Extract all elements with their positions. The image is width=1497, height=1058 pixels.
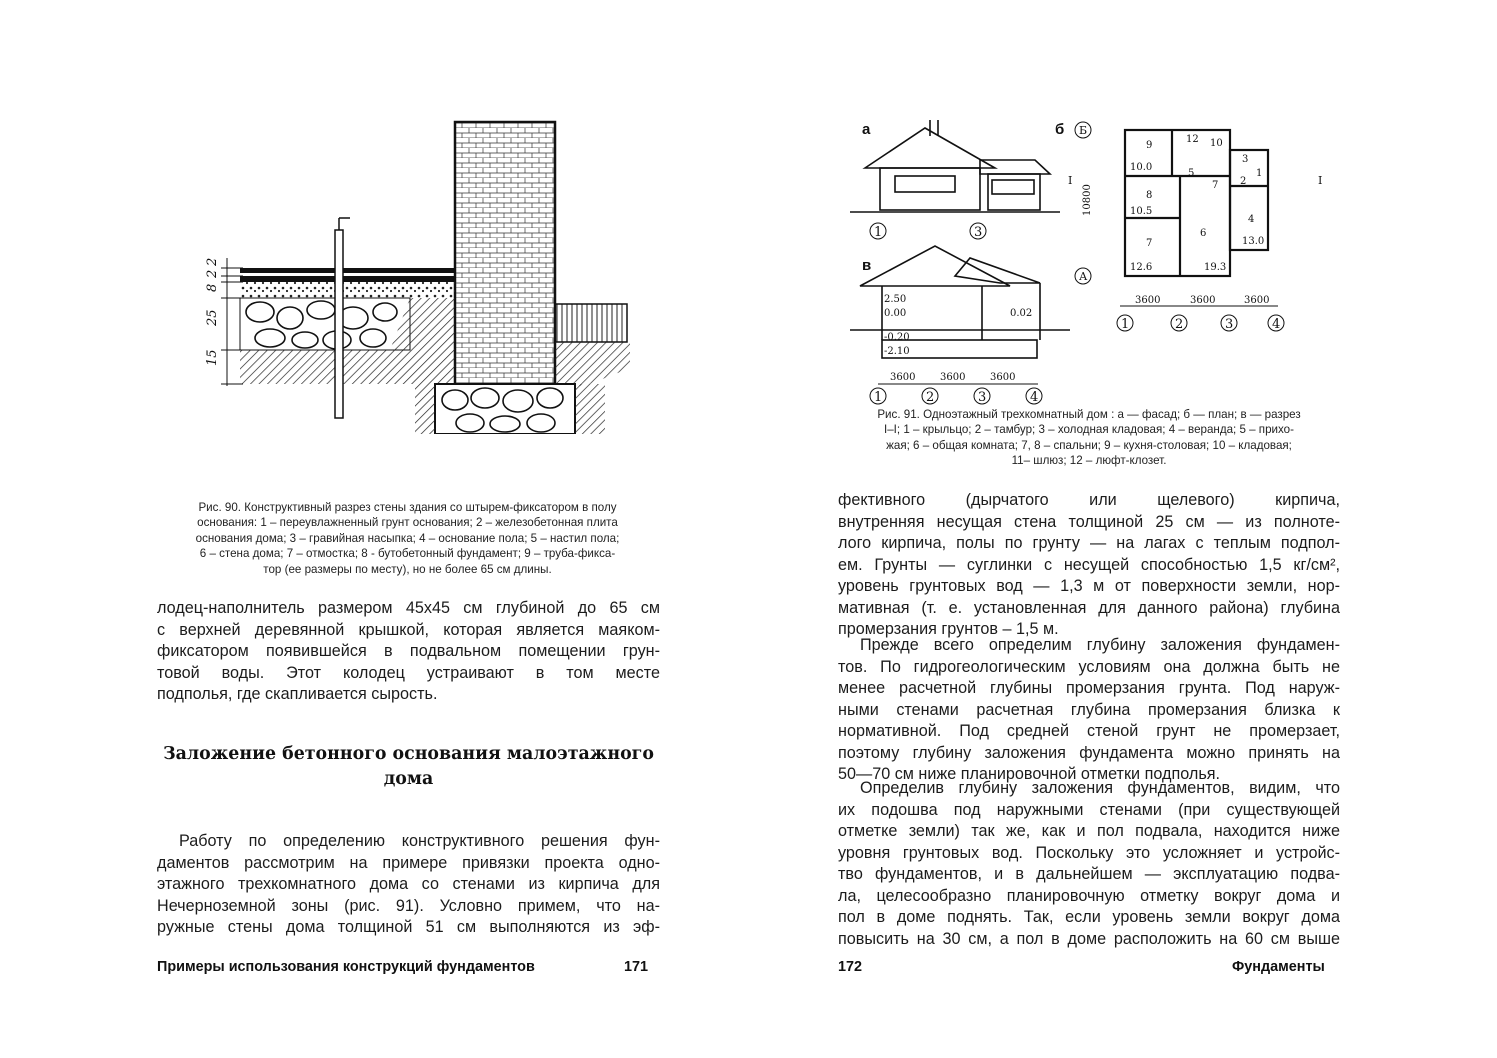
room-2: 2 — [1240, 176, 1247, 187]
room-9: 9 — [1146, 140, 1153, 151]
text-line: промерзания грунтов – 1,5 м. — [838, 620, 1059, 638]
text-line: тво фундаментов, и в дальнейшем — эксплуатацию подва- — [838, 865, 1340, 883]
section-drawing — [850, 246, 1070, 358]
level-2-50: 2.50 — [884, 294, 907, 305]
section-marker-left: I — [1068, 174, 1073, 187]
text-line: подполья, где скапливается сырость. — [157, 685, 438, 703]
text-line: повысить на 30 см, а пол в доме расположить на 60 см выше — [838, 929, 1340, 948]
section-axis-2: 2 — [926, 390, 935, 405]
section-heading — [157, 742, 660, 792]
label-v: в — [862, 257, 872, 274]
room-6: 6 — [1200, 228, 1207, 239]
caption-line: 6 – стена дома; 7 – отмостка; 8 - бутобетонный фундамент; 9 – труба-фикса- — [199, 547, 616, 561]
plan-walls — [1125, 130, 1268, 276]
section-axis-4: 4 — [1030, 390, 1039, 405]
dim-label-4: 25 — [205, 309, 220, 326]
text-line: внутренняя несущая стена толщиной 25 см — из полноте- — [838, 512, 1340, 531]
dim-label-5: 15 — [205, 349, 220, 366]
dim-label-3: 8 — [205, 283, 220, 292]
area-12-6: 12.6 — [1130, 262, 1153, 273]
facade-axis-1: 1 — [874, 225, 883, 240]
text-line: мативная (т. е. установленная для данного района) глубина — [838, 598, 1340, 617]
section-axis-1: 1 — [874, 390, 883, 405]
left-page — [0, 0, 748, 1058]
axis-letter-a: А — [1079, 270, 1088, 283]
section-axis-3: 3 — [978, 390, 987, 405]
text-line: уровень грунтовых вод — 1,3 м от поверхности земли, нор- — [838, 577, 1340, 595]
text-line: пол в доме поднять. Так, если уровень земли вокруг дома — [838, 908, 1340, 926]
figure-91-caption — [838, 407, 1340, 469]
plan-dim-1: 3600 — [1135, 295, 1161, 306]
room-5: 5 — [1188, 168, 1195, 179]
plan-axis-3: 3 — [1225, 317, 1234, 332]
section-dim-2: 3600 — [940, 372, 966, 383]
caption-line: тор (ее размеры по месту), но не более 65 см длины. — [263, 562, 552, 576]
text-line: лого кирпича, полы по грунту — на лагах с теплым подпол- — [838, 534, 1340, 552]
section-dim-1: 3600 — [890, 372, 916, 383]
wall-section-drawing — [185, 118, 630, 434]
caption-line: основания: 1 – переувлажненный грунт основания; 2 – железобетонная плита — [197, 516, 618, 530]
right-paragraph-2 — [838, 635, 1340, 786]
figure-90-wall-section — [185, 118, 630, 434]
caption-line: Рис. 90. Конструктивный разрез стены здания со штырем-фиксатором в полу — [198, 501, 617, 514]
text-line: нормативной. Под средней стеной грунт не промерзает, — [838, 722, 1340, 740]
room-8: 8 — [1146, 190, 1153, 201]
running-footer-title: Примеры использования конструкций фундаментов — [157, 959, 535, 975]
section-marker-right: I — [1318, 174, 1323, 187]
page-number: 171 — [624, 959, 649, 975]
room-7: 7 — [1146, 238, 1153, 249]
level-0-00: 0.00 — [884, 308, 907, 319]
running-footer-title: Фундаменты — [1232, 959, 1325, 975]
text-line: Работу по определению конструктивного решения фун- — [179, 832, 660, 850]
text-line: ными стенами расчетная глубина промерзания близка к — [838, 700, 1340, 719]
heading-line: Заложение бетонного основания малоэтажного — [163, 744, 654, 764]
section-dim-3: 3600 — [990, 372, 1016, 383]
text-line: Прежде всего определим глубину заложения фундамен- — [860, 636, 1340, 654]
right-paragraph-3 — [838, 778, 1340, 950]
dim-label-1: 2 — [205, 257, 220, 266]
text-line: Нечерноземной зоны (рис. 91). Условно примем, что на- — [157, 896, 660, 915]
heading-line: дома — [383, 769, 434, 789]
page-number: 172 — [838, 959, 863, 975]
text-line: Определив глубину заложения фундаментов, видим, что — [860, 779, 1340, 797]
area-10-0: 10.0 — [1130, 162, 1153, 173]
text-line: 50—70 см ниже планировочной отметки подполья. — [838, 765, 1221, 783]
caption-line: жая; 6 – общая комната; 7, 8 – спальни; 9 – кухня-столовая; 10 – кладовая; — [886, 438, 1292, 452]
text-line: ла, целесообразно планировочную отметку вокруг дома и — [838, 886, 1340, 905]
caption-line: Рис. 91. Одноэтажный трехкомнатный дом : а — фасад; б — план; в — разрез — [877, 408, 1301, 421]
plan-axis-1: 1 — [1121, 317, 1130, 332]
axis-letter-b: Б — [1079, 124, 1088, 137]
text-line: фективного (дырчатого или щелевого) кирпича, — [838, 491, 1340, 509]
area-19-3: 19.3 — [1204, 262, 1227, 273]
plan-dim-3: 3600 — [1244, 295, 1270, 306]
level-0-02: 0.02 — [1010, 308, 1033, 319]
left-paragraph-1 — [157, 598, 660, 706]
facade-axis-3: 3 — [974, 225, 983, 240]
level-minus-0-20: -0.20 — [884, 332, 910, 343]
room-3: 3 — [1242, 154, 1249, 165]
house-drawings — [850, 118, 1340, 406]
text-line: ружные стены дома толщиной 51 см выполняются из эф- — [157, 918, 660, 936]
room-7-small: 7 — [1212, 180, 1219, 191]
room-10: 10 — [1210, 138, 1223, 149]
level-minus-2-10: -2.10 — [884, 346, 910, 357]
caption-line: 11– шлюз; 12 – люфт-клозет. — [1011, 454, 1167, 468]
label-b: б — [1055, 121, 1065, 138]
area-10-5: 10.5 — [1130, 206, 1153, 217]
facade-drawing — [850, 120, 1060, 212]
text-line: даментов рассмотрим на примере привязки проекта одно- — [157, 853, 660, 872]
text-line: менее расчетной глубины промерзания грунта. Под наруж- — [838, 679, 1340, 697]
room-12: 12 — [1186, 134, 1199, 145]
dim-label-2: 2 — [205, 269, 220, 278]
text-line: товой воды. Этот колодец устраивают в том месте — [157, 663, 660, 682]
plan-axis-4: 4 — [1272, 317, 1281, 332]
text-line: с верхней деревянной крышкой, которая является маяком- — [157, 620, 660, 639]
text-line: ем. Грунты — суглинки с несущей способностью 1,5 кг/см², — [838, 555, 1340, 574]
text-line: их подошва под наружными стенами (при существующей — [838, 800, 1340, 819]
caption-line: основания дома; 3 – гравийная насыпка; 4 – основание пола; 5 – настил пола; — [195, 531, 620, 545]
label-a: а — [862, 121, 871, 138]
text-line: лодец-наполнитель размером 45х45 см глубиной до 65 см — [157, 599, 660, 617]
plan-axis-2: 2 — [1175, 317, 1184, 332]
text-line: уровня грунтовых вод. Поскольку это усложняет и устройс- — [838, 843, 1340, 862]
room-4: 4 — [1248, 214, 1255, 225]
figure-91-house — [850, 118, 1340, 406]
text-line: этажного трехкомнатного дома со стенами из кирпича для — [157, 875, 660, 893]
area-13-0: 13.0 — [1242, 236, 1265, 247]
text-line: фиксатором появившейся в подвальном помещении грун- — [157, 642, 660, 660]
text-line: поэтому глубину заложения фундамента можно принять на — [838, 743, 1340, 762]
room-1: 1 — [1256, 168, 1263, 179]
text-line: тов. По гидрогеологическим условиям она должна быть не — [838, 657, 1340, 676]
figure-90-caption — [155, 500, 660, 577]
text-line: отметке земли) так же, как и пол подвала, находится ниже — [838, 822, 1340, 840]
plan-dim-2: 3600 — [1190, 295, 1216, 306]
caption-line: I–I; 1 – крыльцо; 2 – тамбур; 3 – холодная кладовая; 4 – веранда; 5 – прихо- — [884, 423, 1294, 437]
left-paragraph-2 — [157, 831, 660, 939]
right-paragraph-1 — [838, 490, 1340, 641]
plan-height-dim: 10800 — [1082, 184, 1093, 216]
